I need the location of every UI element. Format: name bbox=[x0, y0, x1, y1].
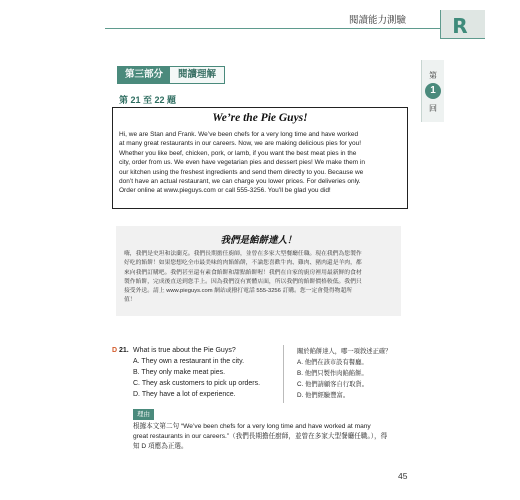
question-zh-option-b: B. 他們只製作肉餡餡餅。 bbox=[297, 370, 368, 377]
ad-line: city, order from us. We even have vegetarian pies and dessert pies! We make them in bbox=[119, 159, 366, 167]
question-zh-stem: 關於餡餅達人，哪一項敘述正確？ bbox=[297, 348, 392, 355]
translation-title: 我們是餡餅達人！ bbox=[220, 235, 297, 246]
translation-line: 來向我們訂購吧。我們甚至還有素食餡餅和甜點餡餅喔！我們在自家的廚房裡用最新鮮的食材 bbox=[124, 269, 362, 276]
translation-body bbox=[124, 250, 396, 306]
question-zh-option-c: C. 他們請顧客自行取貨。 bbox=[297, 381, 369, 388]
ad-body bbox=[119, 130, 403, 196]
section-part: 第三部分 bbox=[118, 67, 170, 83]
translation-line: 接受外送。請上 www.pieguys.com 網站或撥打電話 555-3256 訂購。您一定會覺得物超所 bbox=[124, 288, 353, 295]
reason-line: 知 D 項應為正選。 bbox=[133, 443, 188, 450]
ad-line: don’t have an actual restaurant, we can charge you lower prices. For deliveries only. bbox=[119, 178, 361, 186]
ad-line: Hi, we are Stan and Frank. We’ve been chefs for a very long time and have worked bbox=[119, 131, 359, 138]
translation-line: 嗨，我們是史坦和法蘭克。我們長期擔任廚師，並曾在多家大型餐廳任職。現在我們為您製作 bbox=[124, 251, 362, 257]
reason-line: 根據本文第二句 “We’ve been chefs for a very long time and have worked at many bbox=[133, 423, 371, 430]
ad-line: our kitchen using the freshest ingredients and send them directly to you. Because we bbox=[119, 168, 364, 176]
header-section-label: 閱讀能力測驗 bbox=[348, 15, 406, 26]
question-range: 第 21 至 22 題 bbox=[119, 95, 177, 105]
round-suffix: 回 bbox=[429, 104, 437, 113]
round-side-tab bbox=[421, 60, 444, 122]
question-option-a: A. They own a restaurant in the city. bbox=[133, 358, 245, 365]
translation-line: 好吃的餡餅！如果您想吃全市最美味的肉餡餡餅，不論您喜歡牛肉、雞肉、豬肉還是羊肉，都 bbox=[124, 260, 362, 267]
page-number: 45 bbox=[398, 471, 408, 481]
question-answer: D bbox=[112, 347, 118, 354]
round-prefix: 第 bbox=[429, 71, 437, 80]
section-tab bbox=[440, 10, 484, 42]
round-number: 1 bbox=[425, 83, 441, 99]
translation-box bbox=[116, 226, 401, 316]
ad-passage-box bbox=[112, 107, 408, 209]
question-option-d: D. They have a lot of experience. bbox=[133, 391, 236, 398]
section-badge bbox=[117, 66, 225, 84]
ad-title: We’re the Pie Guys! bbox=[212, 112, 308, 124]
reason-line: great restaurants in our careers.”（我們長期擔任廚師，並曾在多家大型餐廳任職。），得 bbox=[133, 433, 388, 440]
question-option-c: C. They ask customers to pick up orders. bbox=[133, 380, 261, 387]
question-stem: What is true about the Pie Guys? bbox=[133, 347, 236, 354]
question-zh-option-d: D. 他們經驗豐富。 bbox=[297, 392, 350, 399]
ad-line: Whether you like beef, chicken, pork, or lamb, if you want the best meat pies in the bbox=[119, 149, 357, 157]
translation-line: 製作餡餅，完成後直送到您手上。因為我們沒有實體店面，所以我們的餡餅價格較低。我們只 bbox=[124, 278, 362, 285]
section-name: 閱讀理解 bbox=[178, 69, 217, 80]
question-option-b: B. They only make meat pies. bbox=[133, 369, 226, 376]
translation-line: 值！ bbox=[124, 297, 136, 304]
section-tab-letter: R bbox=[452, 14, 468, 38]
header-divider bbox=[105, 28, 445, 29]
ad-line: Order online at www.pieguys.com or call 555-3256. You’ll be glad you did! bbox=[119, 187, 331, 195]
question-zh-option-a: A. 他們在該市設有餐廳。 bbox=[297, 359, 368, 366]
question-number: 21. bbox=[119, 347, 129, 354]
reason-text bbox=[133, 422, 405, 452]
ad-line: at many great restaurants in our careers. Now, we are making delicious pies for you! bbox=[119, 140, 362, 148]
question-divider bbox=[283, 345, 284, 403]
reason-label: 理由 bbox=[133, 409, 154, 420]
